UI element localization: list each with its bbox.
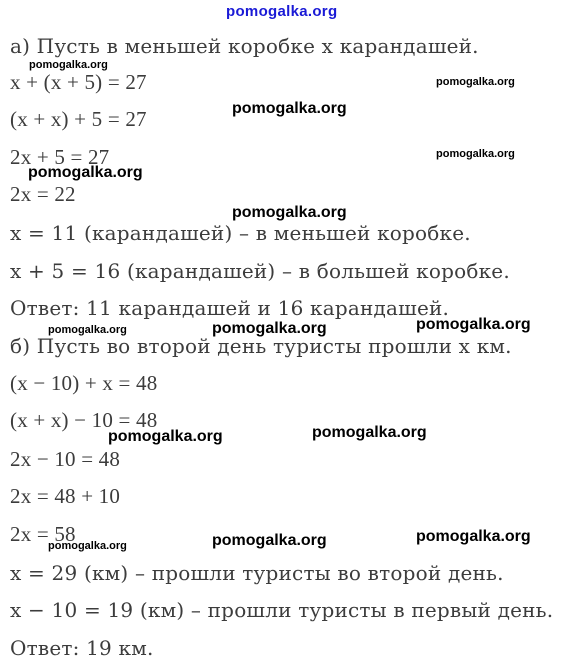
part-b-equation-6: x = 29 (км) – прошли туристы во второй день. bbox=[10, 561, 504, 585]
part-b-equation-7: x − 10 = 19 (км) – прошли туристы в первый день. bbox=[10, 598, 554, 622]
part-b-equation-2: (x + x) − 10 = 48 bbox=[10, 408, 158, 432]
part-a-equation-4: 2x = 22 bbox=[10, 182, 76, 206]
watermark: pomogalka.org bbox=[29, 59, 108, 71]
watermark: pomogalka.org bbox=[232, 204, 347, 221]
part-a-equation-2: (x + x) + 5 = 27 bbox=[10, 107, 147, 131]
part-a-intro: а) Пусть в меньшей коробке x карандашей. bbox=[10, 34, 479, 58]
watermark: pomogalka.org bbox=[436, 148, 515, 160]
part-a-equation-5: x = 11 (карандашей) – в меньшей коробке. bbox=[10, 221, 471, 245]
part-b-intro: б) Пусть во второй день туристы прошли x км. bbox=[10, 334, 512, 358]
part-a-equation-3: 2x + 5 = 27 bbox=[10, 145, 110, 169]
part-a-equation-6: x + 5 = 16 (карандашей) – в большей коробке. bbox=[10, 259, 510, 283]
part-b-equation-4: 2x = 48 + 10 bbox=[10, 484, 121, 508]
part-b-equation-3: 2x − 10 = 48 bbox=[10, 447, 121, 471]
watermark: pomogalka.org bbox=[416, 528, 531, 545]
watermark: pomogalka.org bbox=[48, 540, 127, 552]
watermark: pomogalka.org bbox=[436, 76, 515, 88]
watermark: pomogalka.org bbox=[232, 100, 347, 117]
watermark: pomogalka.org bbox=[48, 324, 127, 336]
watermark: pomogalka.org bbox=[108, 428, 223, 445]
part-b-equation-5: 2x = 58 bbox=[10, 522, 76, 546]
watermark-top: pomogalka.org bbox=[226, 3, 338, 20]
part-a-answer: Ответ: 11 карандашей и 16 карандашей. bbox=[10, 296, 450, 320]
part-b-equation-1: (x − 10) + x = 48 bbox=[10, 371, 158, 395]
watermark: pomogalka.org bbox=[416, 316, 531, 333]
part-b-answer: Ответ: 19 км. bbox=[10, 636, 154, 660]
watermark: pomogalka.org bbox=[28, 164, 143, 181]
watermark: pomogalka.org bbox=[312, 424, 427, 441]
watermark: pomogalka.org bbox=[212, 532, 327, 549]
part-a-equation-1: x + (x + 5) = 27 bbox=[10, 70, 147, 94]
watermark: pomogalka.org bbox=[212, 320, 327, 337]
